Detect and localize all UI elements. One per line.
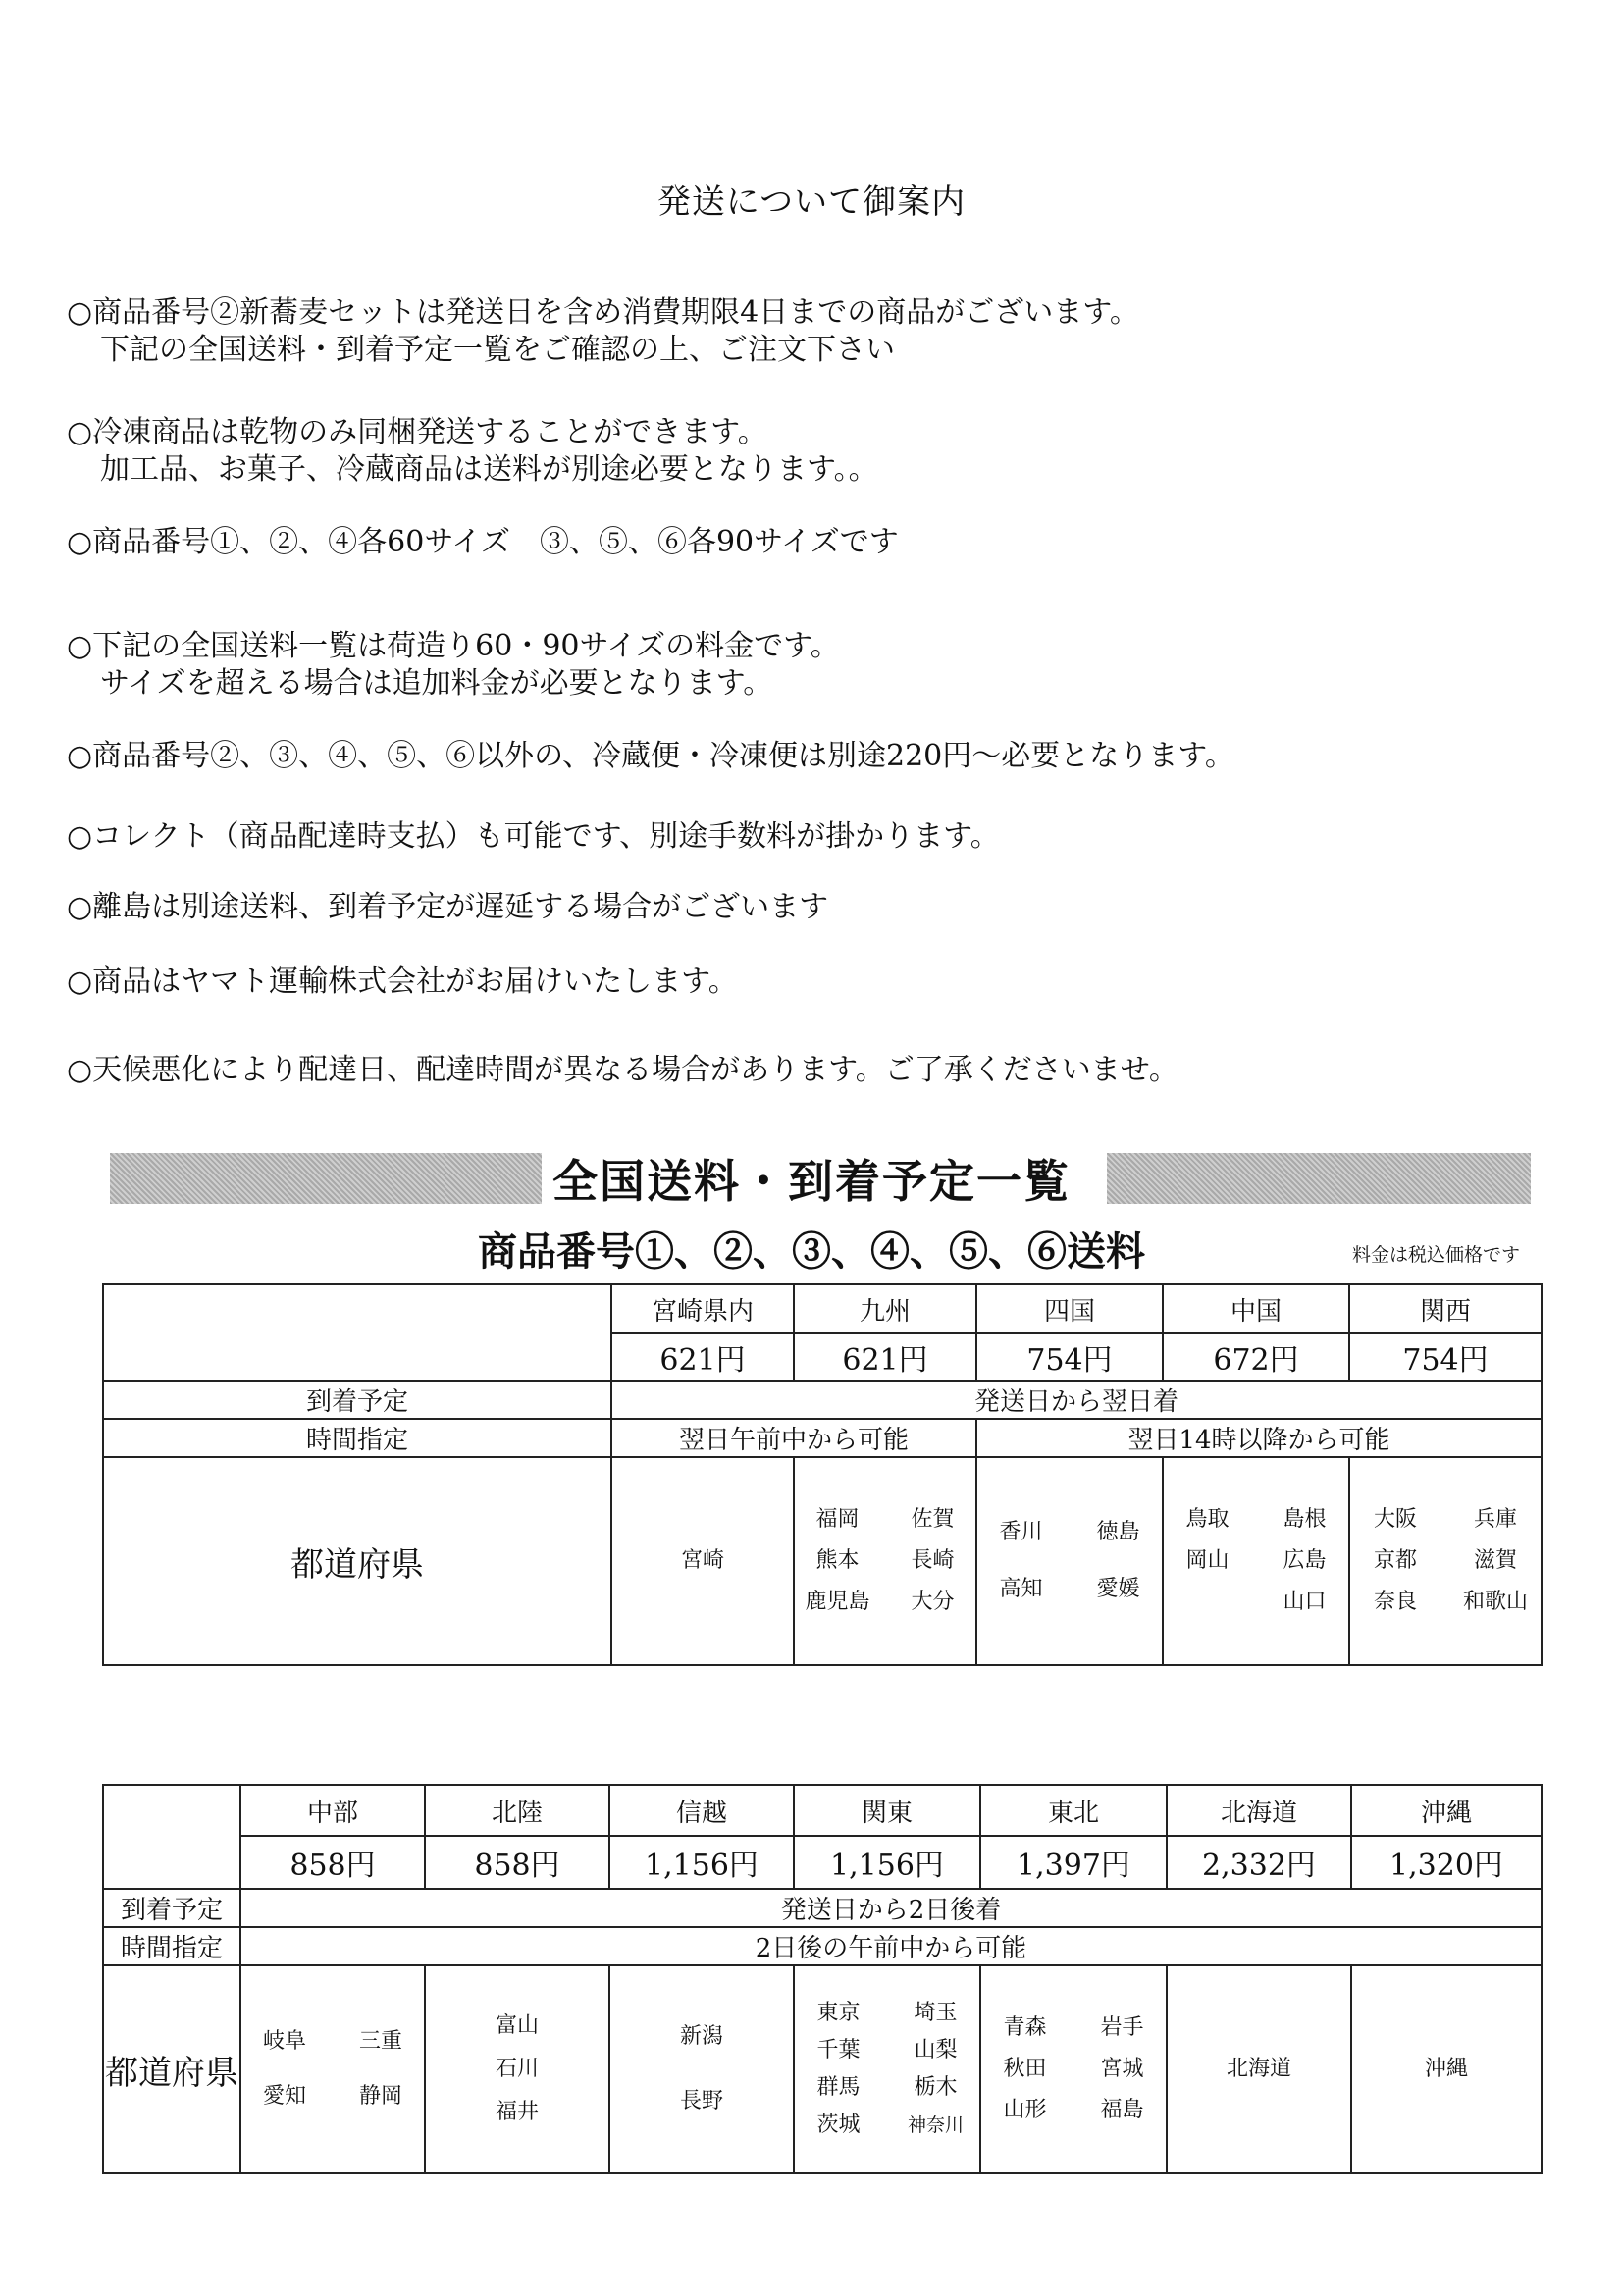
prefecture-cell-okinawa bbox=[1351, 1965, 1542, 2173]
time-value: 翌日午前中から可能 bbox=[611, 1419, 976, 1457]
notice-item bbox=[67, 889, 828, 926]
prefecture-cell-tohoku bbox=[980, 1965, 1167, 2173]
prefecture-cell-shinetsu bbox=[609, 1965, 794, 2173]
prefecture: 千葉 bbox=[816, 2038, 861, 2062]
notice-item bbox=[67, 818, 1000, 856]
prefecture-label: 都道府県 bbox=[103, 1457, 611, 1665]
prefecture-cell-kansai bbox=[1349, 1457, 1542, 1665]
prefecture: 島根 bbox=[1283, 1507, 1327, 1532]
prefecture: 三重 bbox=[358, 2029, 402, 2054]
price-cell: 672円 bbox=[1163, 1333, 1349, 1381]
notice-item bbox=[67, 294, 1139, 369]
prefecture: 長崎 bbox=[911, 1548, 955, 1573]
prefecture: 愛知 bbox=[262, 2084, 306, 2109]
prefecture: 奈良 bbox=[1373, 1590, 1417, 1614]
prefecture: 埼玉 bbox=[914, 2001, 958, 2025]
price-cell: 621円 bbox=[794, 1333, 976, 1381]
notice-line: ○離島は別途送料、到着予定が遅延する場合がございます bbox=[67, 890, 829, 924]
prefecture-cell-kanto bbox=[794, 1965, 980, 2173]
notice-item bbox=[67, 1052, 1178, 1089]
time-value: 翌日14時以降から可能 bbox=[976, 1419, 1542, 1457]
prefecture: 愛媛 bbox=[1096, 1577, 1140, 1601]
prefecture-cell-hokuriku bbox=[425, 1965, 609, 2173]
prefecture: 山形 bbox=[1003, 2098, 1047, 2122]
region-header: 沖縄 bbox=[1351, 1785, 1542, 1836]
price-cell: 1,156円 bbox=[609, 1836, 794, 1889]
prefecture: 熊本 bbox=[815, 1548, 860, 1573]
price-cell: 2,332円 bbox=[1167, 1836, 1351, 1889]
prefecture: 岩手 bbox=[1100, 2015, 1144, 2040]
price-cell: 1,156円 bbox=[794, 1836, 980, 1889]
region-header: 九州 bbox=[794, 1284, 976, 1333]
prefecture: 長野 bbox=[679, 2089, 723, 2113]
prefecture: 高知 bbox=[999, 1577, 1043, 1601]
shipping-table-east bbox=[102, 1784, 1543, 2174]
prefecture: 秋田 bbox=[1003, 2057, 1047, 2081]
price-cell: 858円 bbox=[240, 1836, 425, 1889]
prefecture: 宮崎 bbox=[680, 1548, 724, 1573]
prefecture: 茨城 bbox=[816, 2113, 861, 2137]
prefecture: 静岡 bbox=[358, 2084, 402, 2109]
notice-item bbox=[67, 628, 840, 703]
prefecture: 岐阜 bbox=[262, 2029, 306, 2054]
prefecture: 京都 bbox=[1373, 1548, 1417, 1573]
prefecture: 富山 bbox=[495, 2013, 539, 2038]
region-header: 東北 bbox=[980, 1785, 1167, 1836]
notice-line: 下記の全国送料・到着予定一覧をご確認の上、ご注文下さい bbox=[100, 333, 895, 367]
prefecture: 沖縄 bbox=[1424, 2057, 1468, 2081]
table-corner bbox=[103, 1284, 611, 1381]
prefecture: 兵庫 bbox=[1473, 1507, 1517, 1532]
prefecture-cell-hokkaido bbox=[1167, 1965, 1351, 2173]
notice-line: ○商品はヤマト運輸株式会社がお届けいたします。 bbox=[67, 965, 738, 999]
notice-line: ○商品番号②新蕎麦セットは発送日を含め消費期限4日までの商品がございます。 bbox=[67, 295, 1139, 330]
notice-item bbox=[67, 414, 878, 489]
prefecture: 新潟 bbox=[679, 2024, 723, 2049]
prefecture: 香川 bbox=[999, 1520, 1043, 1544]
price-cell: 754円 bbox=[1349, 1333, 1542, 1381]
prefecture: 福井 bbox=[495, 2100, 539, 2124]
prefecture: 和歌山 bbox=[1462, 1590, 1528, 1614]
notice-line: ○冷凍商品は乾物のみ同梱発送することができます。 bbox=[67, 415, 767, 449]
arrival-label: 到着予定 bbox=[103, 1381, 611, 1419]
prefecture: 石川 bbox=[495, 2057, 539, 2081]
price-cell: 1,397円 bbox=[980, 1836, 1167, 1889]
prefecture: 群馬 bbox=[816, 2075, 861, 2100]
region-header: 関西 bbox=[1349, 1284, 1542, 1333]
notice-item bbox=[67, 738, 1234, 775]
prefecture: 鳥取 bbox=[1185, 1507, 1230, 1532]
region-header: 四国 bbox=[976, 1284, 1163, 1333]
time-label: 時間指定 bbox=[103, 1419, 611, 1457]
notice-line: ○コレクト（商品配達時支払）も可能です、別途手数料が掛かります。 bbox=[67, 819, 1000, 854]
table-corner bbox=[103, 1785, 240, 1889]
prefecture: 山梨 bbox=[914, 2038, 958, 2062]
notice-line: ○商品番号①、②、④各60サイズ ③、⑤、⑥各90サイズです bbox=[67, 525, 899, 559]
prefecture-cell-shikoku bbox=[976, 1457, 1163, 1665]
prefecture-cell-chubu bbox=[240, 1965, 425, 2173]
time-label: 時間指定 bbox=[103, 1927, 240, 1965]
prefecture-cell-miyazaki bbox=[611, 1457, 794, 1665]
region-header: 北陸 bbox=[425, 1785, 609, 1836]
notice-item bbox=[67, 964, 738, 1001]
prefecture: 大阪 bbox=[1373, 1507, 1417, 1532]
price-cell: 1,320円 bbox=[1351, 1836, 1542, 1889]
region-header: 関東 bbox=[794, 1785, 980, 1836]
notice-line: ○商品番号②、③、④、⑤、⑥以外の、冷蔵便・冷凍便は別途220円～必要となります。 bbox=[67, 739, 1234, 773]
prefecture: 北海道 bbox=[1226, 2057, 1291, 2081]
notice-line: サイズを超える場合は追加料金が必要となります。 bbox=[100, 666, 773, 701]
prefecture: 神奈川 bbox=[907, 2114, 964, 2136]
prefecture: 徳島 bbox=[1096, 1520, 1140, 1544]
prefecture: 岡山 bbox=[1185, 1548, 1230, 1573]
region-header: 宮崎県内 bbox=[611, 1284, 794, 1333]
price-cell: 621円 bbox=[611, 1333, 794, 1381]
shipping-table-west bbox=[102, 1283, 1543, 1666]
arrival-value: 発送日から翌日着 bbox=[611, 1381, 1542, 1419]
notice-line: ○下記の全国送料一覧は荷造り60・90サイズの料金です。 bbox=[67, 629, 840, 663]
prefecture: 福岡 bbox=[815, 1507, 860, 1532]
prefecture-label: 都道府県 bbox=[103, 1965, 240, 2173]
prefecture: 東京 bbox=[816, 2001, 861, 2025]
arrival-value: 発送日から2日後着 bbox=[240, 1889, 1542, 1927]
arrival-label: 到着予定 bbox=[103, 1889, 240, 1927]
table-subtitle: 商品番号①、②、③、④、⑤、⑥送料 bbox=[478, 1228, 1145, 1275]
banner-title: 全国送料・到着予定一覧 bbox=[552, 1155, 1071, 1208]
region-header: 北海道 bbox=[1167, 1785, 1351, 1836]
prefecture: 宮城 bbox=[1100, 2057, 1144, 2081]
page-title: 発送について御案内 bbox=[656, 183, 967, 222]
prefecture: 青森 bbox=[1003, 2015, 1047, 2040]
prefecture-cell-kyushu bbox=[794, 1457, 976, 1665]
prefecture: 栃木 bbox=[914, 2075, 958, 2100]
prefecture: 佐賀 bbox=[911, 1507, 955, 1532]
region-header: 中国 bbox=[1163, 1284, 1349, 1333]
prefecture: 福島 bbox=[1100, 2098, 1144, 2122]
time-value: 2日後の午前中から可能 bbox=[240, 1927, 1542, 1965]
region-header: 中部 bbox=[240, 1785, 425, 1836]
tax-note: 料金は税込価格です bbox=[1352, 1244, 1521, 1266]
notice-item bbox=[67, 524, 899, 561]
price-cell: 858円 bbox=[425, 1836, 609, 1889]
price-cell: 754円 bbox=[976, 1333, 1163, 1381]
prefecture: 滋賀 bbox=[1473, 1548, 1517, 1573]
notice-line: 加工品、お菓子、冷蔵商品は送料が別途必要となります。。 bbox=[100, 452, 878, 487]
prefecture: 鹿児島 bbox=[805, 1590, 870, 1614]
prefecture: 広島 bbox=[1283, 1548, 1327, 1573]
prefecture-cell-chugoku bbox=[1163, 1457, 1349, 1665]
prefecture: 山口 bbox=[1283, 1590, 1327, 1614]
notice-line: ○天候悪化により配達日、配達時間が異なる場合があります。ご了承くださいませ。 bbox=[67, 1053, 1178, 1087]
prefecture: 大分 bbox=[911, 1590, 955, 1614]
region-header: 信越 bbox=[609, 1785, 794, 1836]
